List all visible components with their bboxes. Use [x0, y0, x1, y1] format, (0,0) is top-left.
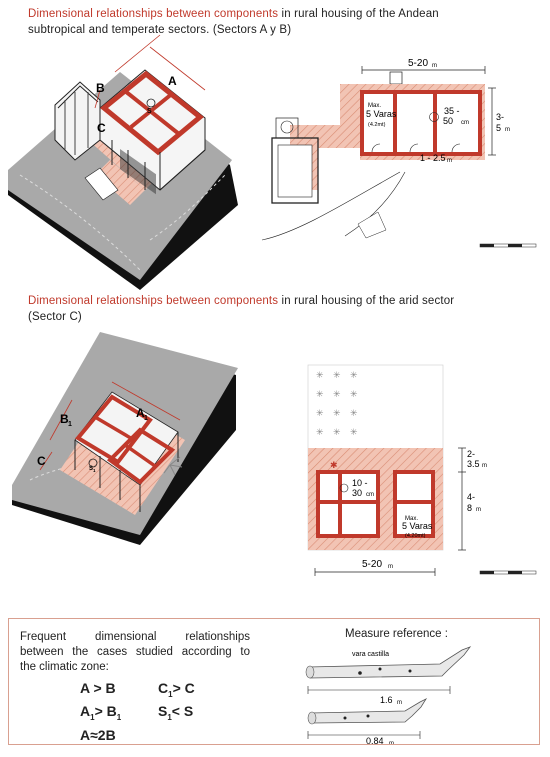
plan2-bot-unit: m [476, 507, 481, 513]
plan2-width-unit: m [388, 564, 393, 570]
iso2-label-a-sub: 1 [144, 415, 148, 422]
footer-line2: between the cases studied according to [20, 646, 250, 658]
iso2-label-s: S [89, 466, 94, 472]
section2-title-red: Dimensional relationships between components [28, 295, 279, 307]
plan1-width-unit: m [432, 63, 437, 69]
plan2-room-varas: 5 Varas [402, 521, 433, 531]
iso1-label-a: A [168, 74, 177, 88]
short-dim-unit: m [389, 741, 394, 747]
plan1-room-max: Max. [368, 103, 382, 109]
plan2-top-a: 2- [467, 449, 476, 459]
section1-title-rest: in rural housing of the Andean [278, 8, 439, 20]
iso2-label-b-sub: 1 [68, 421, 72, 428]
plan1-width-dim: 5-20 [408, 58, 429, 69]
plan2-room-max: Max. [405, 516, 419, 522]
plan2-top-unit: m [482, 463, 487, 469]
plan2-top-b: 3.5 [467, 459, 480, 469]
relation-c1-c: $C_1> C$ [158, 680, 195, 699]
plan1-porch-unit: m [447, 158, 452, 164]
svg-text:✳: ✳ [350, 427, 358, 437]
plan1-height-unit: m [505, 127, 510, 133]
short-dim: 0.84 [366, 736, 384, 746]
plan1-wall-b: 50 [443, 116, 454, 126]
plan1-room-varas-m: (4.2mt) [368, 122, 386, 128]
footer-line1: Frequent dimensional relationships [20, 631, 250, 643]
long-dim: 1.6 [380, 695, 393, 705]
svg-text:✳: ✳ [316, 389, 324, 399]
measure-reference-title: Measure reference : [345, 628, 448, 640]
iso2-label-b: B [60, 412, 69, 426]
relation-a-2b: A≈2B [80, 727, 116, 743]
plan1-room-varas: 5 Varas [366, 109, 397, 119]
plan1-wall-unit: cm [461, 120, 469, 126]
svg-text:✳: ✳ [350, 408, 358, 418]
plan1-porch-dim: 1 - 2.5 [420, 153, 446, 163]
plan2-bot-a: 4- [467, 492, 476, 502]
vara-label: vara castilla [352, 651, 389, 658]
relation-s1-s: $S_1< S$ [158, 703, 194, 722]
scale-bar-2 [480, 571, 536, 574]
plan-1 [262, 58, 536, 247]
iso2-label-s-sub: 1 [93, 468, 96, 473]
iso2-label-a: A [136, 406, 145, 420]
section2-title-line2: (Sector C) [28, 311, 82, 323]
plan1-height-a: 3- [496, 112, 505, 122]
plan2-bot-b: 8 [467, 503, 473, 513]
section1-title-red: Dimensional relationships between components [28, 8, 279, 20]
footer-line3: the climatic zone: [20, 661, 109, 673]
plan2-wall-a: 10 - [352, 478, 368, 488]
plan-2 [308, 365, 536, 576]
iso1-label-b: B [96, 81, 105, 95]
relation-a1-b1: $A_1> B_1$ [80, 703, 122, 722]
iso1-label-c: C [97, 121, 106, 135]
plan1-wall-a: 35 - [444, 106, 460, 116]
svg-text:✳: ✳ [333, 427, 341, 437]
plan2-width-dim: 5-20 [362, 559, 383, 570]
plan2-dim-marker: ✱ [330, 460, 338, 470]
svg-text:✳: ✳ [316, 370, 324, 380]
relation-a-b: A > B [80, 680, 116, 696]
svg-text:✳: ✳ [350, 370, 358, 380]
iso2-label-c: C [37, 454, 46, 468]
svg-text:✳: ✳ [333, 408, 341, 418]
isometric-house-1 [8, 35, 238, 290]
scale-bar-1 [480, 244, 536, 247]
plan2-wall-unit: cm [366, 492, 374, 498]
plan2-wall-b: 30 [352, 488, 363, 498]
vegetation-dots [316, 370, 358, 437]
section1-title-line2: subtropical and temperate sectors. (Sectors A y B) [28, 24, 292, 36]
isometric-house-2 [12, 332, 238, 545]
iso1-label-s: S [147, 108, 152, 115]
svg-text:✳: ✳ [350, 389, 358, 399]
footer-text [20, 630, 250, 675]
plan2-room-varas-m: (4.20mt) [405, 533, 426, 539]
section2-title-arid: arid sector [398, 295, 455, 307]
svg-text:✳: ✳ [316, 408, 324, 418]
svg-text:✳: ✳ [333, 370, 341, 380]
section2-title-mid: in rural housing of the [278, 295, 399, 307]
long-dim-unit: m [397, 700, 402, 706]
svg-text:✳: ✳ [316, 427, 324, 437]
svg-text:✳: ✳ [333, 389, 341, 399]
plan1-height-b: 5 [496, 123, 502, 133]
